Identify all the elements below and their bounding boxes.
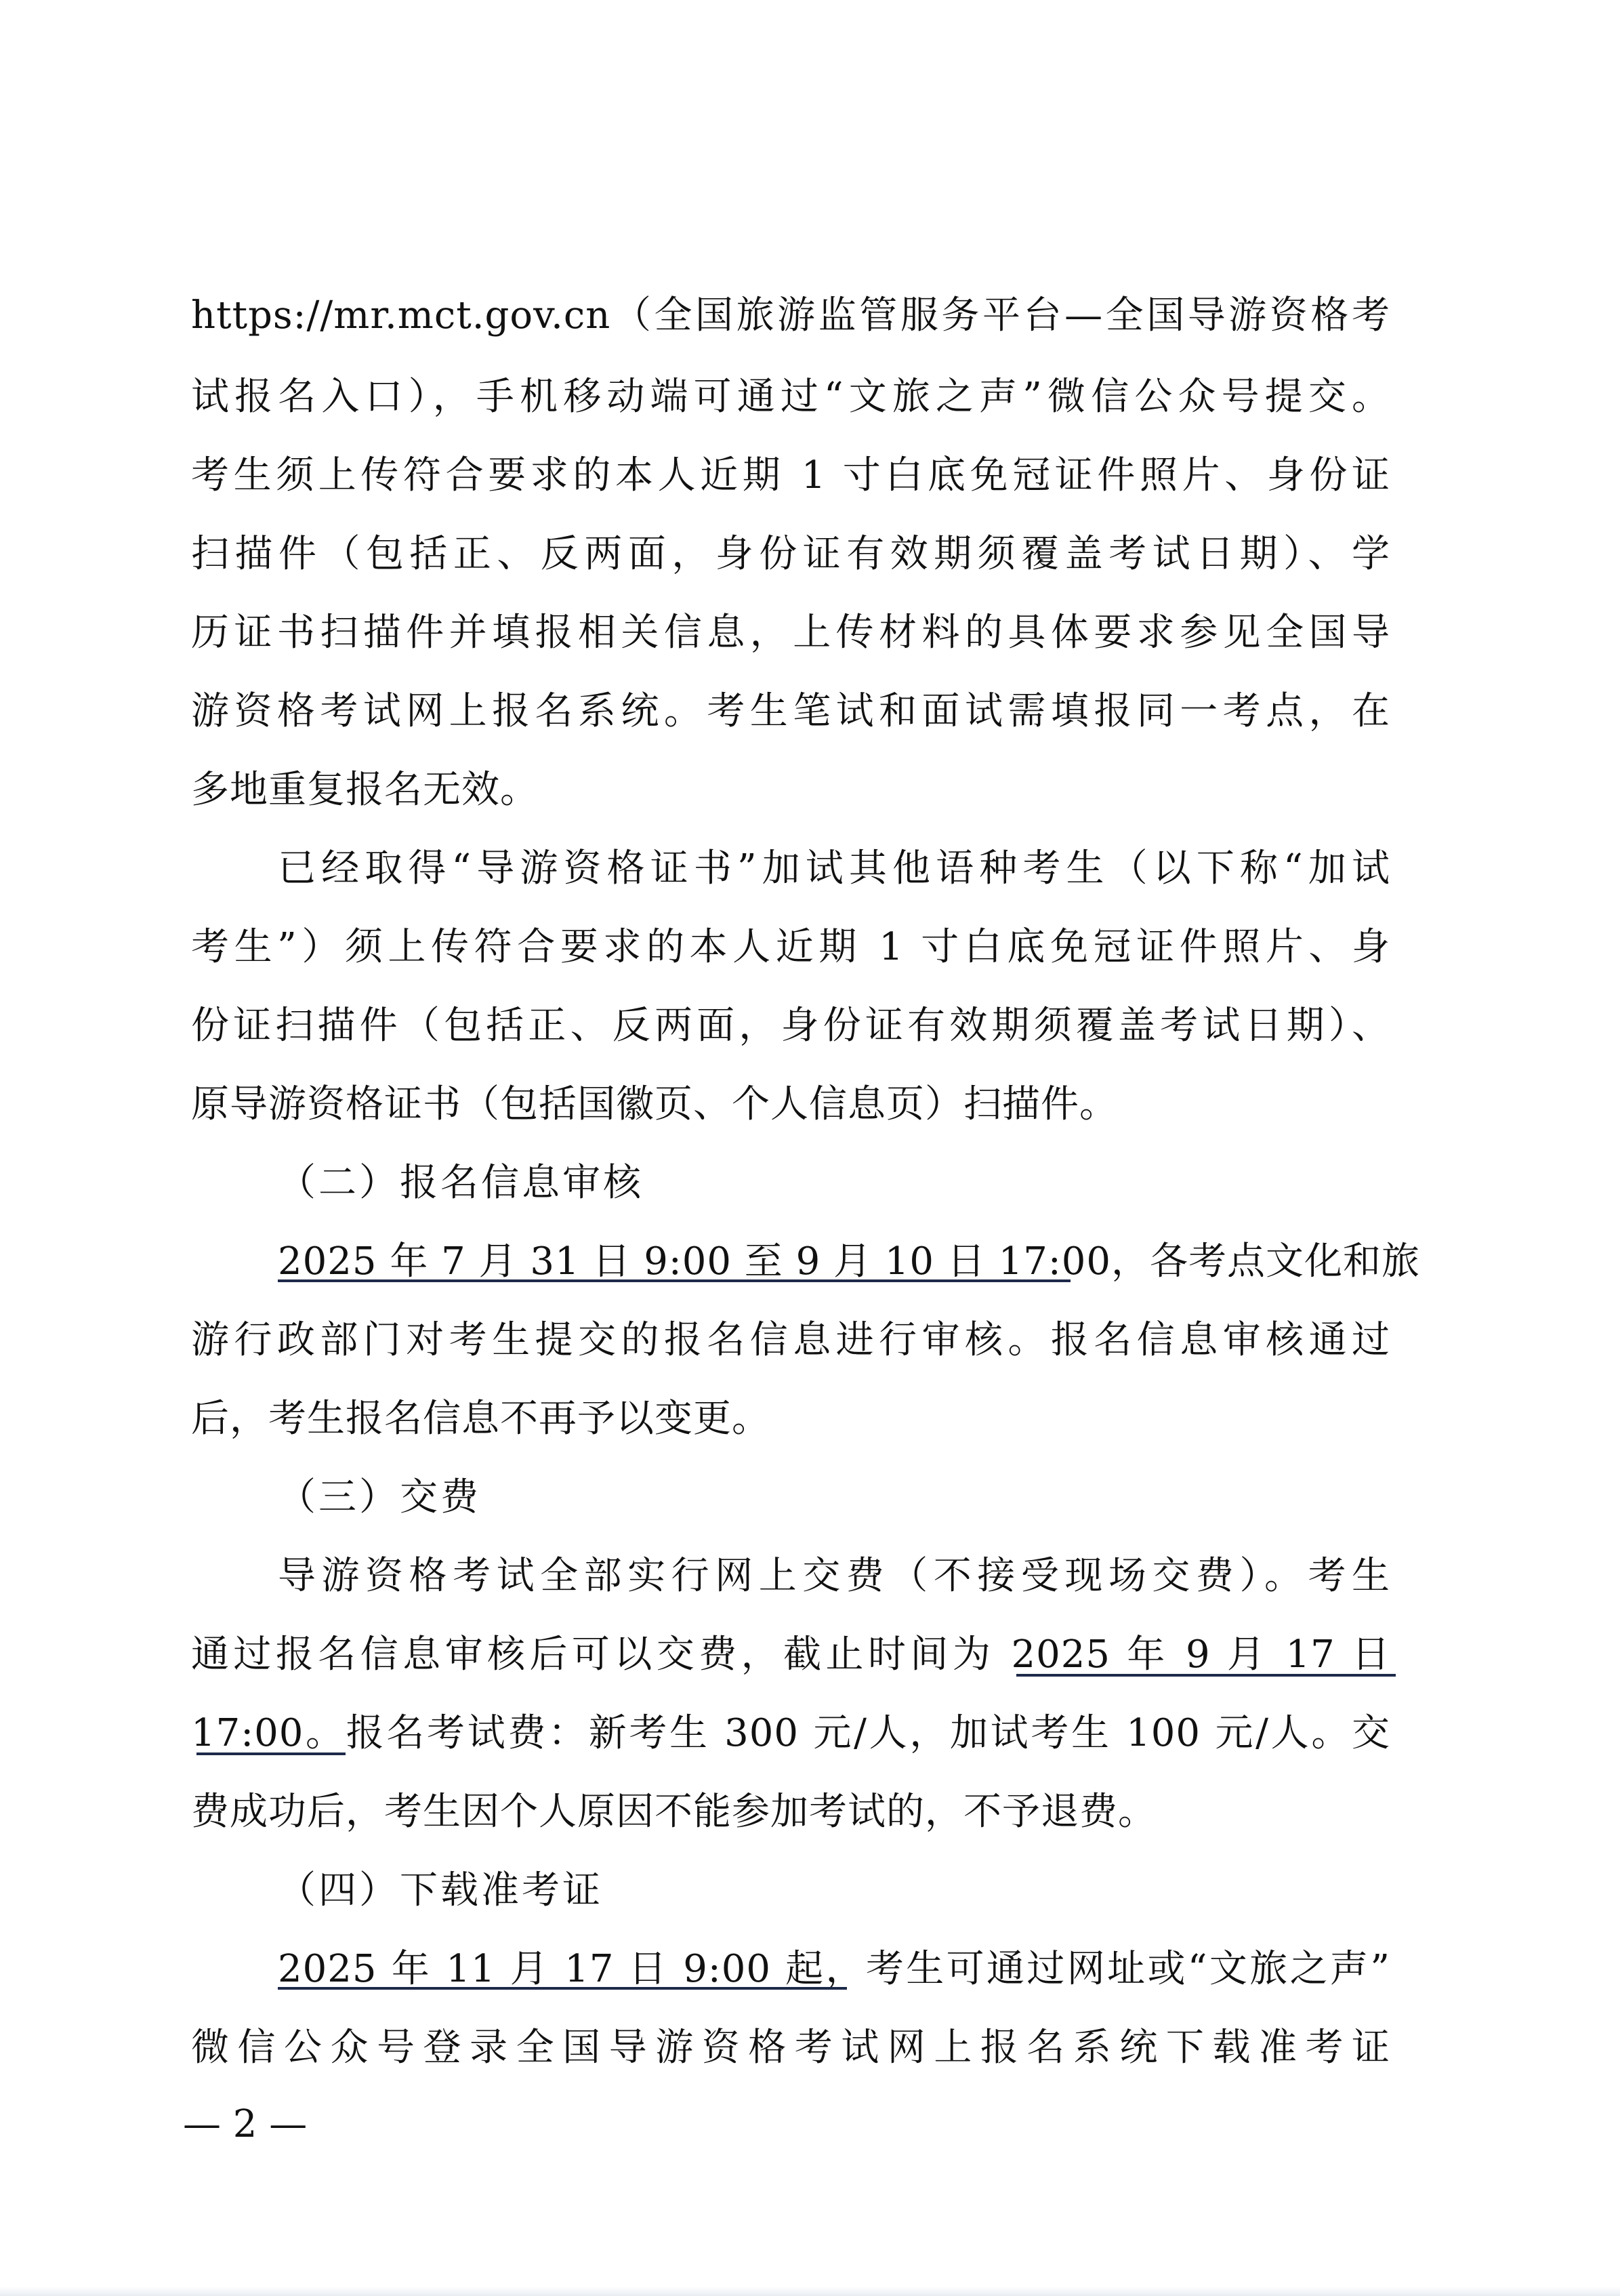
date-underline-1 [278, 1279, 1071, 1282]
section-heading-2: （二）报名信息审核 [278, 1161, 644, 1205]
body-line-1: https://mr.mct.gov.cn（全国旅游监管服务平台—全国导游资格考 [191, 293, 1390, 337]
body-line-18: 通过报名信息审核后可以交费，截止时间为 2025 年 9 月 17 日 [191, 1633, 1390, 1677]
body-line-19: 17:00。报名考试费：新考生 300 元/人，加试考生 100 元/人。交 [191, 1711, 1390, 1755]
page-number: — 2 — [183, 2102, 308, 2146]
date-underline-2b [196, 1752, 346, 1755]
body-line-4: 扫描件（包括正、反两面，身份证有效期须覆盖考试日期）、学 [191, 532, 1390, 576]
body-line-10: 份证扫描件（包括正、反两面，身份证有效期须覆盖考试日期）、 [191, 1004, 1390, 1048]
body-line-9: 考生”）须上传符合要求的本人近期 1 寸白底免冠证件照片、身 [191, 925, 1390, 969]
body-line-8: 已经取得“导游资格证书”加试其他语种考生（以下称“加试 [278, 846, 1390, 890]
body-line-13: 2025 年 7 月 31 日 9:00 至 9 月 10 日 17:00，各考点文化和旅 [278, 1239, 1421, 1284]
date-underline-2a [1016, 1674, 1396, 1677]
scan-edge [0, 2287, 1620, 2296]
section-heading-3: （三）交费 [278, 1475, 481, 1519]
date-underline-3 [278, 1987, 847, 1990]
body-line-17: 导游资格考试全部实行网上交费（不接受现场交费）。考生 [278, 1554, 1390, 1598]
body-line-7: 多地重复报名无效。 [191, 768, 539, 812]
body-line-23: 微信公众号登录全国导游资格考试网上报名系统下载准考证 [191, 2026, 1390, 2070]
body-line-5: 历证书扫描件并填报相关信息，上传材料的具体要求参见全国导 [191, 611, 1390, 655]
body-line-2: 试报名入口），手机移动端可通过“文旅之声”微信公众号提交。 [191, 375, 1390, 419]
body-line-15: 后，考生报名信息不再予以变更。 [191, 1397, 770, 1441]
body-line-20: 费成功后，考生因个人原因不能参加考试的，不予退费。 [191, 1790, 1157, 1834]
body-line-22: 2025 年 11 月 17 日 9:00 起，考生可通过网址或“文旅之声” [278, 1947, 1390, 1991]
section-heading-4: （四）下载准考证 [278, 1868, 603, 1912]
body-line-6: 游资格考试网上报名系统。考生笔试和面试需填报同一考点，在 [191, 689, 1390, 733]
body-line-11: 原导游资格证书（包括国徽页、个人信息页）扫描件。 [191, 1082, 1118, 1126]
body-line-14: 游行政部门对考生提交的报名信息进行审核。报名信息审核通过 [191, 1318, 1390, 1362]
body-line-3: 考生须上传符合要求的本人近期 1 寸白底免冠证件照片、身份证 [191, 453, 1390, 497]
